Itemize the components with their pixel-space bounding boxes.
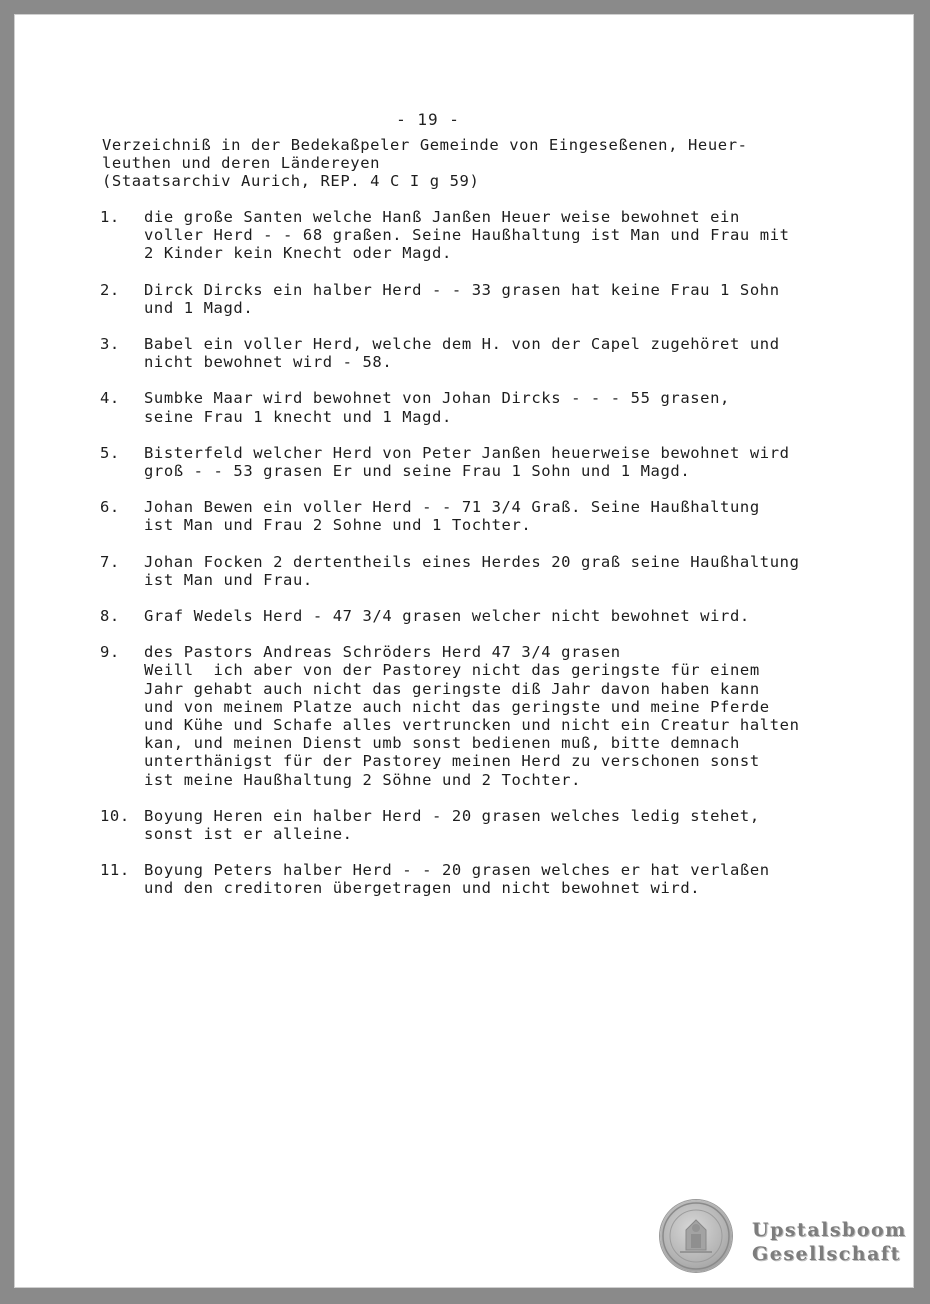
entry-number: 9. [100, 643, 120, 662]
list-item [100, 389, 880, 425]
document-page [14, 14, 914, 1288]
entry-line: sonst ist er alleine. [144, 825, 353, 844]
page-number: - 19 - [396, 110, 460, 129]
list-item [100, 335, 880, 371]
entry-line: 2 Kinder kein Knecht oder Magd. [144, 244, 452, 263]
entry-number: 7. [100, 552, 120, 571]
entry-line: Weill ich aber von der Pastorey nicht das geringste für einem [144, 661, 760, 680]
entry-line: Boyung Heren ein halber Herd - 20 grasen welches ledig stehet, [144, 806, 760, 825]
entry-line: voller Herd - - 68 graßen. Seine Haußhaltung ist Man und Frau mit [144, 226, 790, 245]
entry-number: 11. [100, 861, 130, 880]
entry-number: 5. [100, 443, 120, 462]
entry-line: Boyung Peters halber Herd - - 20 grasen welches er hat verlaßen [144, 861, 770, 880]
entry-text [144, 643, 880, 789]
entry-text [144, 861, 880, 897]
list-item [100, 208, 880, 263]
heading-line: Verzeichniß in der Bedekaßpeler Gemeinde von Eingeseßenen, Heuer- [102, 136, 748, 154]
list-item [100, 807, 880, 843]
entry-text [144, 807, 880, 843]
entry-line: unterthänigst für der Pastorey meinen Herd zu verschonen sonst [144, 752, 760, 771]
entry-line: Sumbke Maar wird bewohnet von Johan Dircks - - - 55 grasen, [144, 389, 730, 408]
list-item [100, 643, 880, 789]
entry-line: seine Frau 1 knecht und 1 Magd. [144, 407, 452, 426]
list-item [100, 498, 880, 534]
entry-number: 3. [100, 335, 120, 354]
entry-line: und den creditoren übergetragen und nicht bewohnet wird. [144, 879, 701, 898]
list-item [100, 553, 880, 589]
entry-line: Babel ein voller Herd, welche dem H. von der Capel zugehöret und [144, 335, 780, 354]
heading-source-line: (Staatsarchiv Aurich, REP. 4 C I g 59) [102, 172, 480, 190]
seal-icon [660, 1200, 732, 1272]
entry-line: Bisterfeld welcher Herd von Peter Janßen heuerweise bewohnet wird [144, 443, 790, 462]
brand-line-1: Upstalsboom [752, 1219, 907, 1241]
entry-number: 10. [100, 806, 130, 825]
heading-line: leuthen und deren Ländereyen [102, 154, 381, 172]
list-item [100, 607, 880, 625]
entry-number: 6. [100, 498, 120, 517]
entry-text [144, 444, 880, 480]
entry-line: Johan Focken 2 dertentheils eines Herdes 20 graß seine Haußhaltung [144, 552, 800, 571]
brand-watermark [752, 1218, 907, 1266]
entry-number: 2. [100, 280, 120, 299]
entry-line: Graf Wedels Herd - 47 3/4 grasen welcher nicht bewohnet wird. [144, 607, 750, 626]
entry-text [144, 553, 880, 589]
entry-number: 1. [100, 208, 120, 226]
entry-line: die große Santen welche Hanß Janßen Heuer weise bewohnet ein [144, 208, 740, 226]
document-heading [102, 136, 862, 190]
entry-text [144, 389, 880, 425]
entry-line: und Kühe und Schafe alles vertruncken und nicht ein Creatur halten [144, 716, 800, 735]
entry-line: Jahr gehabt auch nicht das geringste diß Jahr davon haben kann [144, 679, 760, 698]
entry-line: Dirck Dircks ein halber Herd - - 33 grasen hat keine Frau 1 Sohn [144, 280, 780, 299]
entry-line: nicht bewohnet wird - 58. [144, 353, 393, 372]
brand-line-2: Gesellschaft [752, 1243, 901, 1265]
entry-line: ist Man und Frau 2 Sohne und 1 Tochter. [144, 516, 532, 535]
entry-text [144, 498, 880, 534]
entry-line: ist meine Haußhaltung 2 Söhne und 2 Tochter. [144, 770, 581, 789]
entry-line: und von meinem Platze auch nicht das geringste und meine Pferde [144, 697, 770, 716]
entry-line: und 1 Magd. [144, 298, 254, 317]
entry-number: 4. [100, 389, 120, 408]
entry-number: 8. [100, 607, 120, 626]
entry-text [144, 607, 880, 625]
entry-text [144, 335, 880, 371]
entry-list [100, 208, 880, 916]
entry-line: ist Man und Frau. [144, 570, 313, 589]
list-item [100, 281, 880, 317]
entry-line: des Pastors Andreas Schröders Herd 47 3/4 grasen [144, 643, 621, 662]
list-item [100, 444, 880, 480]
entry-line: Johan Bewen ein voller Herd - - 71 3/4 Graß. Seine Haußhaltung [144, 498, 760, 517]
entry-text [144, 281, 880, 317]
list-item [100, 861, 880, 897]
entry-text [144, 208, 880, 263]
entry-line: groß - - 53 grasen Er und seine Frau 1 Sohn und 1 Magd. [144, 462, 691, 481]
entry-line: kan, und meinen Dienst umb sonst bedienen muß, bitte demnach [144, 734, 740, 753]
